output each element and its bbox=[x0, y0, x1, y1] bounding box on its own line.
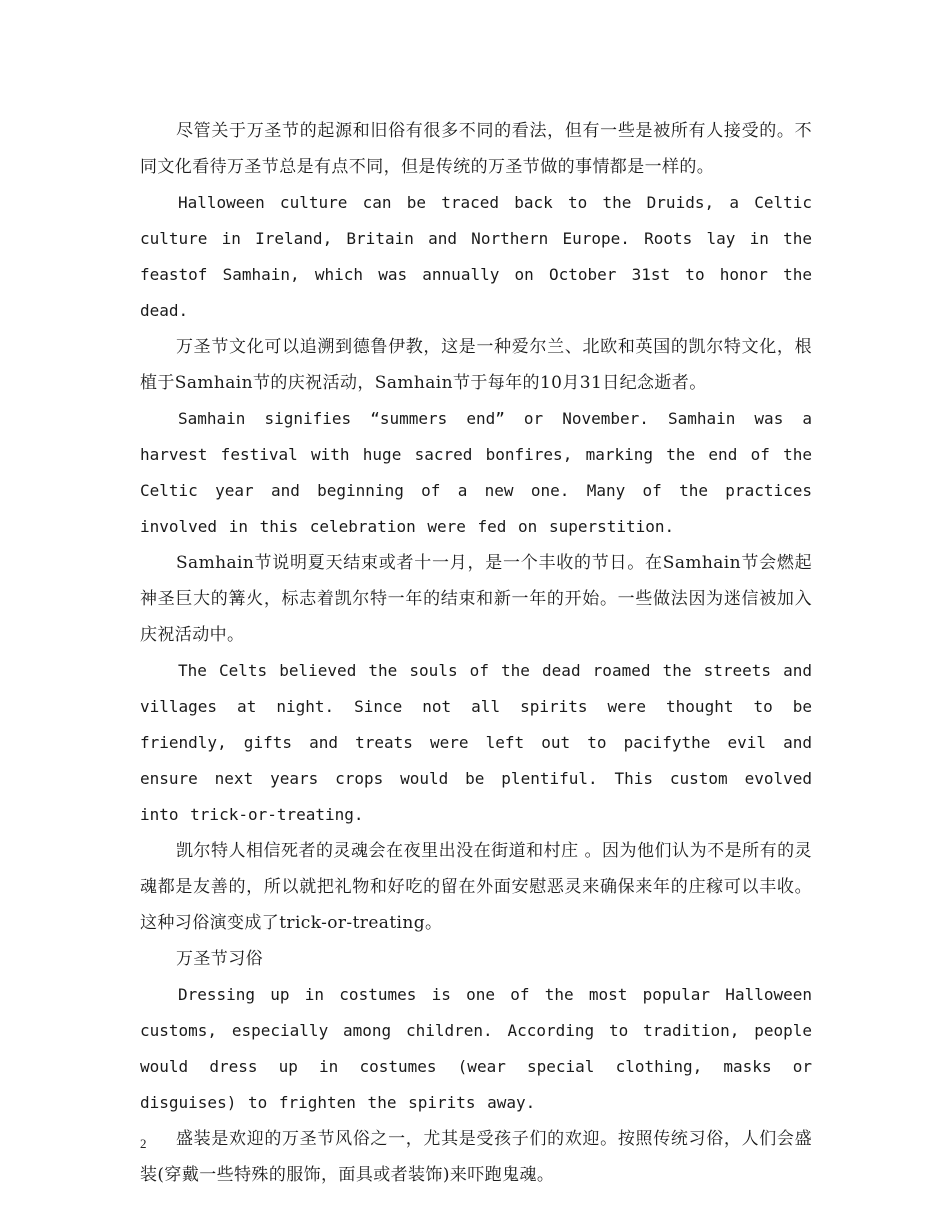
section-heading-customs: 万圣节习俗 bbox=[176, 949, 263, 969]
paragraph-en-celts: The Celts believed the souls of the dead roamed the streets and villages at night. Since not all spirits were thought to be friendly, gifts and treats were left out to pacifythe evil and ensure next years crops would be plentiful. This custom evolved into trick-or-treating. bbox=[140, 661, 812, 824]
paragraph-en-costumes: Dressing up in costumes is one of the most popular Halloween customs, especially among children. According to tradition, people would dress up in costumes (wear special clothing, masks or disguises) to frighten the spirits away. bbox=[140, 985, 812, 1112]
paragraph-zh-origins: 尽管关于万圣节的起源和旧俗有很多不同的看法，但有一些是被所有人接受的。不同文化看待万圣节总是有点不同，但是传统的万圣节做的事情都是一样的。 bbox=[140, 121, 812, 177]
paragraph-en-samhain: Samhain signifies “summers end” or November. Samhain was a harvest festival with huge sacred bonfires, marking the end of the Celtic year and beginning of a new one. Many of the practices involved in this celebration were fed on superstition. bbox=[140, 409, 812, 536]
paragraph-zh-celts: 凯尔特人相信死者的灵魂会在夜里出没在街道和村庄 。因为他们认为不是所有的灵魂都是友善的，所以就把礼物和好吃的留在外面安慰恶灵来确保来年的庄稼可以丰收。这种习俗演变成了trick-or-treating。 bbox=[140, 841, 812, 933]
page-number: 2 bbox=[140, 1136, 147, 1151]
document-body bbox=[140, 113, 812, 1193]
paragraph-en-druids: Halloween culture can be traced back to the Druids, a Celtic culture in Ireland, Britain and Northern Europe. Roots lay in the feastof Samhain, which was annually on October 31st to honor the dead. bbox=[140, 193, 812, 320]
paragraph-zh-samhain: Samhain节说明夏天结束或者十一月，是一个丰收的节日。在Samhain节会燃起神圣巨大的篝火，标志着凯尔特一年的结束和新一年的开始。一些做法因为迷信被加入庆祝活动中。 bbox=[140, 553, 812, 645]
paragraph-zh-costumes: 盛装是欢迎的万圣节风俗之一，尤其是受孩子们的欢迎。按照传统习俗，人们会盛装(穿戴一些特殊的服饰，面具或者装饰)来吓跑鬼魂。 bbox=[140, 1129, 812, 1185]
paragraph-zh-druids: 万圣节文化可以追溯到德鲁伊教，这是一种爱尔兰、北欧和英国的凯尔特文化，根植于Samhain节的庆祝活动，Samhain节于每年的10月31日纪念逝者。 bbox=[140, 337, 812, 393]
